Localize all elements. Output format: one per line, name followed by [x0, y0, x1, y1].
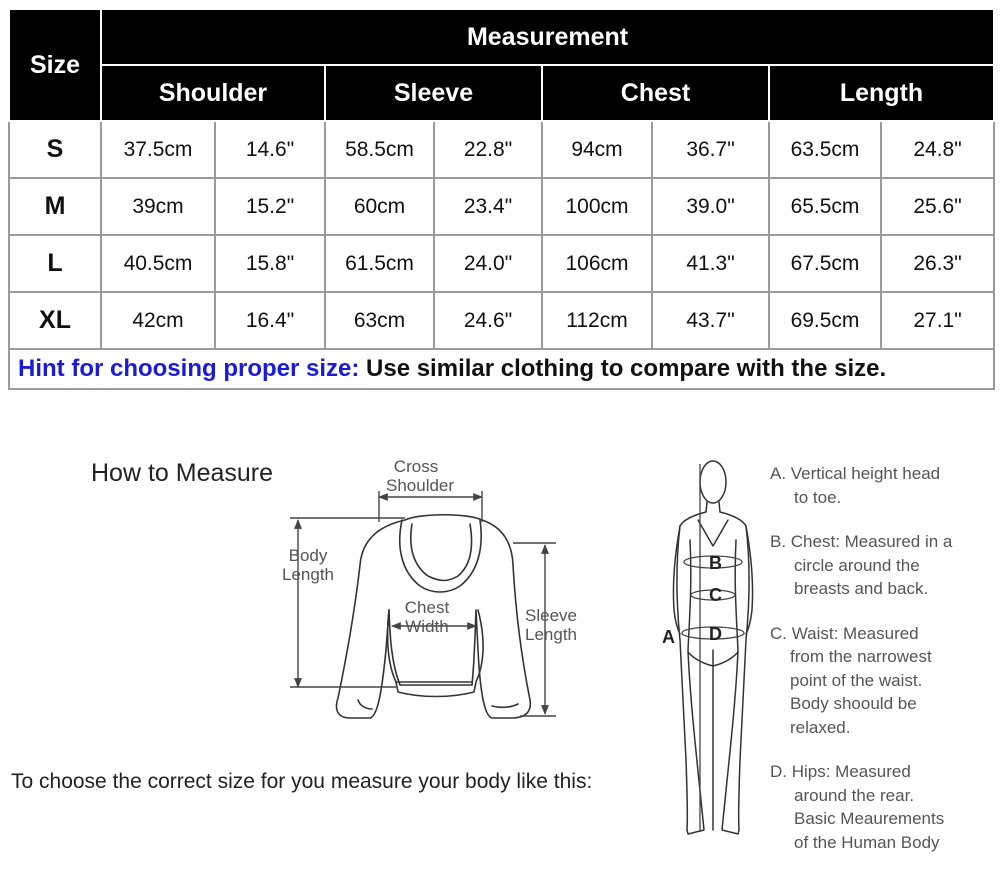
column-header-length: Length [769, 65, 994, 121]
table-cell: 65.5cm [769, 178, 881, 235]
table-cell: 36.7" [652, 121, 769, 178]
note-b: B. Chest: Measured in a circle around the breasts and back. [770, 532, 953, 598]
table-cell: 100cm [542, 178, 652, 235]
marker-a: A [662, 627, 675, 647]
sleeve-length-label: Sleeve Length [525, 606, 577, 644]
table-cell: 67.5cm [769, 235, 881, 292]
table-cell: 60cm [325, 178, 434, 235]
column-header-chest: Chest [542, 65, 769, 121]
note-d: D. Hips: Measured around the rear. Basic Meaurements of the Human Body [770, 762, 945, 852]
table-cell: 15.8" [215, 235, 325, 292]
table-cell: 37.5cm [101, 121, 215, 178]
table-cell: 63.5cm [769, 121, 881, 178]
note-a: A. Vertical height head to toe. [770, 464, 941, 507]
table-cell: 40.5cm [101, 235, 215, 292]
size-header: Size [9, 9, 101, 121]
measurement-header: Measurement [101, 9, 994, 65]
chest-width-label: Chest Width [404, 598, 450, 636]
size-label: L [9, 235, 101, 292]
table-cell: 24.8" [881, 121, 994, 178]
size-label: S [9, 121, 101, 178]
column-header-shoulder: Shoulder [101, 65, 325, 121]
table-cell: 41.3" [652, 235, 769, 292]
table-cell: 61.5cm [325, 235, 434, 292]
marker-d: D [709, 624, 722, 644]
table-cell: 94cm [542, 121, 652, 178]
size-label: XL [9, 292, 101, 349]
body-length-label: Body Length [282, 546, 334, 584]
marker-b: B [709, 553, 722, 573]
how-to-measure-title: How to Measure [91, 459, 274, 487]
table-cell: 112cm [542, 292, 652, 349]
table-cell: 27.1" [881, 292, 994, 349]
measurement-notes [770, 462, 996, 875]
table-cell: 25.6" [881, 178, 994, 235]
table-cell: 24.6" [434, 292, 542, 349]
table-cell: 22.8" [434, 121, 542, 178]
table-cell: 24.0" [434, 235, 542, 292]
cross-shoulder-label: Cross Shoulder [386, 457, 455, 495]
table-cell: 26.3" [881, 235, 994, 292]
column-header-sleeve: Sleeve [325, 65, 542, 121]
table-cell: 39cm [101, 178, 215, 235]
table-cell: 15.2" [215, 178, 325, 235]
marker-c: C [709, 585, 722, 605]
table-cell: 69.5cm [769, 292, 881, 349]
table-cell: 23.4" [434, 178, 542, 235]
table-cell: 58.5cm [325, 121, 434, 178]
body-figure [673, 461, 752, 834]
note-c: C. Waist: Measured from the narrowest point of the waist. Body shoould be relaxed. [770, 623, 932, 737]
hint-lead: Hint for choosing proper size: [18, 355, 360, 382]
table-cell: 14.6" [215, 121, 325, 178]
size-label: M [9, 178, 101, 235]
hint-text: Use similar clothing to compare with the size. [359, 355, 887, 382]
table-cell: 106cm [542, 235, 652, 292]
table-cell: 39.0" [652, 178, 769, 235]
table-cell: 43.7" [652, 292, 769, 349]
table-cell: 16.4" [215, 292, 325, 349]
table-cell: 63cm [325, 292, 434, 349]
table-cell: 42cm [101, 292, 215, 349]
choose-size-instruction: To choose the correct size for you measure your body like this: [11, 770, 593, 793]
